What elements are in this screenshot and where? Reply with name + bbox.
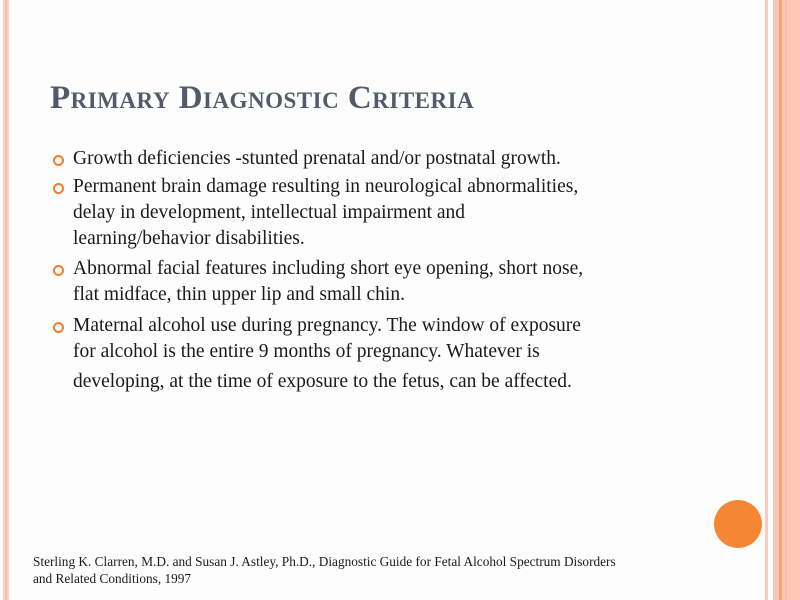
bullet-line: delay in development, intellectual impairment and <box>73 202 466 223</box>
bullet-item <box>73 146 713 172</box>
footnote-line: Sterling K. Clarren, M.D. and Susan J. Astley, Ph.D., Diagnostic Guide for Fetal Alcohol Spectrum Disorders <box>33 554 616 569</box>
bullet-line: flat midface, thin upper lip and small chin. <box>73 284 405 305</box>
bullet-line: Permanent brain damage resulting in neurological abnormalities, <box>73 176 579 197</box>
citation-footnote <box>33 553 616 587</box>
bullet-icon <box>53 322 64 333</box>
bullet-line: Growth deficiencies -stunted prenatal and/or postnatal growth. <box>73 148 561 169</box>
orange-circle-icon <box>714 500 762 548</box>
bullet-item <box>73 174 713 252</box>
bullet-icon <box>53 155 64 166</box>
bullet-line: Abnormal facial features including short eye opening, short nose, <box>73 258 584 279</box>
slide-title: Primary Diagnostic Criteria <box>50 80 475 116</box>
footnote-line: and Related Conditions, 1997 <box>33 571 192 586</box>
right-stripe-3 <box>779 0 782 600</box>
bullet-icon <box>53 265 64 276</box>
left-border-stripe-inner <box>5 0 7 600</box>
bullet-line: learning/behavior disabilities. <box>73 228 305 249</box>
bullet-line: developing, at the time of exposure to the fetus, can be affected. <box>73 371 572 392</box>
bullet-icon <box>53 183 64 194</box>
right-stripe-1 <box>765 0 768 600</box>
right-stripe-4 <box>785 0 787 600</box>
bullet-line: for alcohol is the entire 9 months of pregnancy. Whatever is <box>73 341 540 362</box>
bullet-line: Maternal alcohol use during pregnancy. The window of exposure <box>73 315 581 336</box>
bullet-item <box>73 313 713 395</box>
bullet-item <box>73 256 713 308</box>
